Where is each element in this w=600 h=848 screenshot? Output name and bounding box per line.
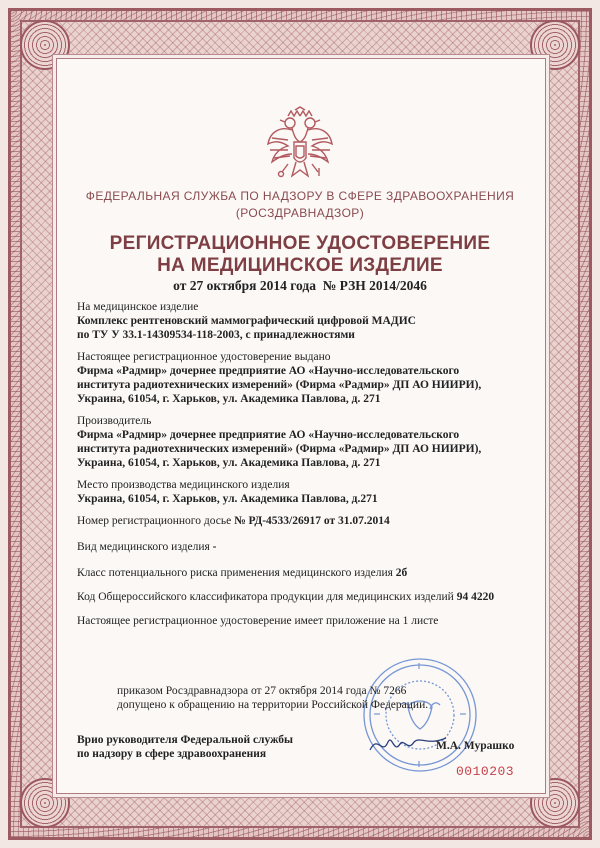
production-site-value: Украина, 61054, г. Харьков, ул. Академика Павлова, д.271 — [77, 493, 378, 505]
title-line-2: НА МЕДИЦИНСКОЕ ИЗДЕЛИЕ — [157, 255, 443, 276]
device-type-label: Вид медицинского изделия — [77, 541, 210, 553]
manufacturer-label: Производитель — [77, 415, 152, 427]
agency-name — [56, 188, 544, 222]
manufacturer-line: Украина, 61054, г. Харьков, ул. Академика Павлова, д. 271 — [77, 457, 381, 469]
appendix-section — [77, 614, 547, 628]
issue-date: 27 октября 2014 года — [189, 278, 316, 293]
signatory-title-line-1: Врио руководителя Федеральной службы — [77, 734, 294, 746]
device-spec: по ТУ У 33.1-14309534-118-2003, с принадлежностями — [77, 329, 355, 341]
order-statement — [117, 684, 457, 712]
agency-line-1: ФЕДЕРАЛЬНАЯ СЛУЖБА ПО НАДЗОРУ В СФЕРЕ ЗДРАВООХРАНЕНИЯ — [85, 189, 515, 203]
dossier-value: № РД-4533/26917 от 31.07.2014 — [234, 515, 390, 527]
issued-to-line: Фирма «Радмир» дочернее предприятие АО «Научно-исследовательского — [77, 365, 460, 377]
device-label: На медицинское изделие — [77, 301, 199, 313]
appendix-text: Настоящее регистрационное удостоверение имеет приложение на 1 листе — [77, 615, 439, 627]
manufacturer-section — [77, 414, 547, 470]
dossier-label: Номер регистрационного досье — [77, 515, 232, 527]
production-site-label: Место производства медицинского изделия — [77, 479, 290, 491]
issued-to-line: института радиотехнических измерений» (Фирма «Радмир» ДП АО НИИРИ), — [77, 379, 482, 391]
issued-to-line: Украина, 61054, г. Харьков, ул. Академика Павлова, д. 271 — [77, 393, 381, 405]
signatory-title-line-2: по надзору в сфере здравоохранения — [77, 748, 267, 760]
manufacturer-line: института радиотехнических измерений» (Фирма «Радмир» ДП АО НИИРИ), — [77, 443, 482, 455]
order-line-2: допущено к обращению на территории Российской Федерации. — [117, 699, 429, 711]
manufacturer-line: Фирма «Радмир» дочернее предприятие АО «Научно-исследовательского — [77, 429, 460, 441]
issued-to-section — [77, 350, 547, 406]
document-title — [56, 233, 544, 277]
dossier-section — [77, 514, 547, 528]
title-line-1: РЕГИСТРАЦИОННОЕ УДОСТОВЕРЕНИЕ — [109, 233, 491, 254]
risk-class-value: 2б — [395, 567, 408, 579]
serial-number: 0010203 — [456, 764, 515, 779]
device-name: Комплекс рентгеновский маммографический цифровой МАДИС — [77, 315, 416, 327]
agency-line-2: (РОСЗДРАВНАДЗОР) — [235, 206, 365, 220]
number-sign: № — [322, 278, 337, 293]
okp-code-section — [77, 590, 547, 604]
issued-to-label: Настоящее регистрационное удостоверение выдано — [77, 351, 331, 363]
certificate-body — [77, 300, 547, 628]
double-headed-eagle-icon — [262, 106, 338, 186]
risk-class-label: Класс потенциального риска применения медицинского изделия — [77, 567, 393, 579]
okp-code-value: 94 4220 — [456, 591, 495, 603]
date-prefix: от — [173, 278, 187, 293]
certificate-number: РЗН 2014/2046 — [339, 278, 427, 293]
signatory-title — [77, 733, 337, 761]
order-line-1: приказом Росздравнадзора от 27 октября 2014 года № 7266 — [117, 685, 407, 697]
device-type-section — [77, 540, 547, 554]
risk-class-section — [77, 566, 547, 580]
okp-code-label: Код Общероссийского классификатора продукции для медицинских изделий — [77, 591, 454, 603]
device-section — [77, 300, 547, 342]
issue-dateline — [56, 278, 544, 294]
production-site-section — [77, 478, 547, 506]
signatory-name: М.А. Мурашко — [436, 740, 515, 752]
device-type-value: - — [212, 541, 217, 553]
